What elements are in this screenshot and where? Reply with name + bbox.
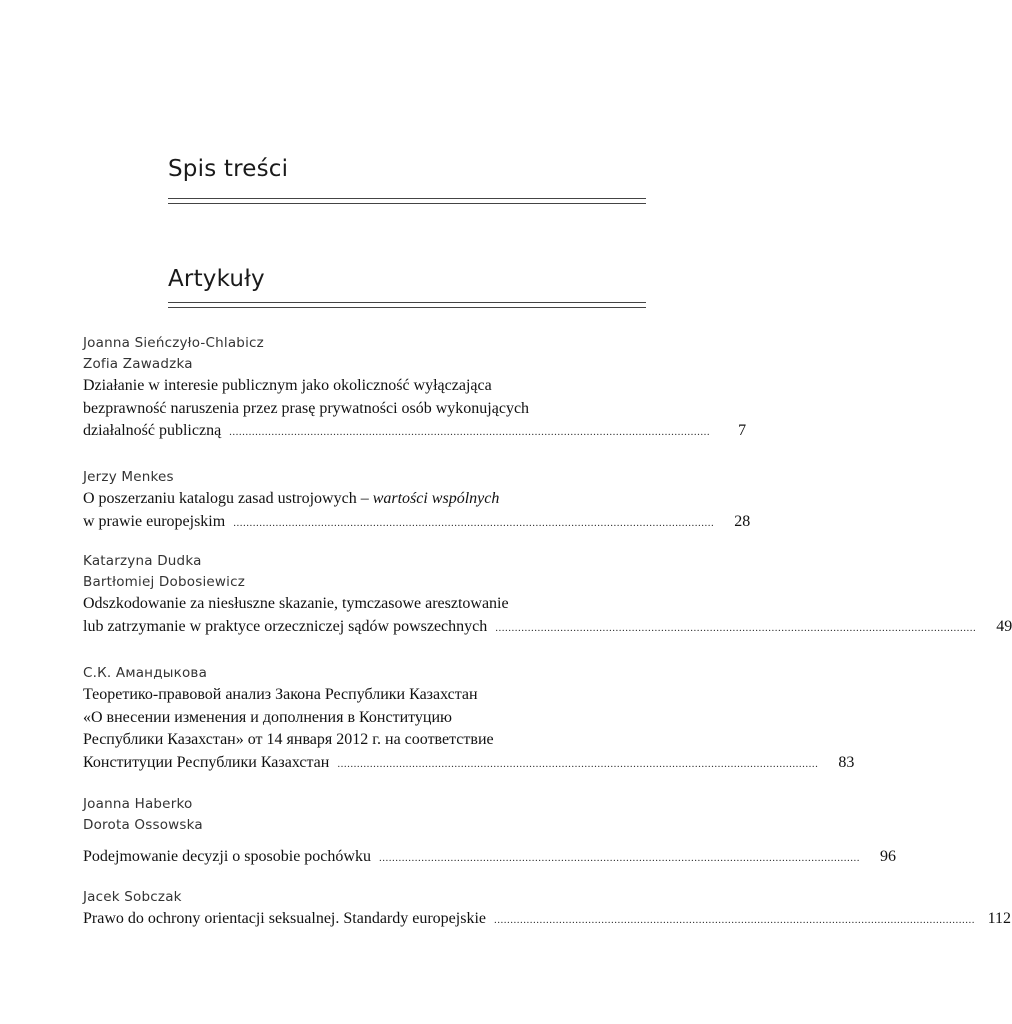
article-title-text: O poszerzaniu katalogu zasad ustrojowych – bbox=[83, 490, 373, 507]
author-name: Bartłomiej Dobosiewicz bbox=[83, 574, 245, 590]
author-name: Jacek Sobczak bbox=[83, 889, 182, 905]
toc-entry[interactable] bbox=[83, 467, 751, 533]
dot-leader: .................................................................................................................................................... bbox=[494, 914, 975, 926]
page-number[interactable]: 7 bbox=[738, 422, 747, 439]
article-title-line: Теоретико-правовой анализ Закона Республики Казахстан bbox=[83, 686, 478, 703]
dot-leader: .................................................................................................................................................... bbox=[495, 621, 977, 634]
article-title-last-line bbox=[83, 420, 747, 443]
article-title-line: «О внесении изменения и дополнения в Конституцию bbox=[83, 708, 452, 726]
page-number[interactable]: 28 bbox=[734, 512, 751, 530]
dot-leader: .................................................................................................................................................... bbox=[337, 757, 819, 770]
article-title-line: Республики Казахстан» от 14 января 2012 г. на соответствие bbox=[83, 731, 494, 748]
article-title-last-line bbox=[83, 846, 896, 869]
author-name: Joanna Haberko bbox=[83, 796, 193, 812]
author-name: С.К. Амандыкова bbox=[83, 665, 208, 681]
dot-leader: .................................................................................................................................................... bbox=[233, 516, 715, 529]
article-title-last-line bbox=[83, 511, 751, 534]
toc-heading-rule bbox=[168, 198, 646, 204]
article-title-line: Działanie w interesie publicznym jako okoliczność wyłączająca bbox=[83, 377, 492, 394]
toc-entry[interactable] bbox=[83, 551, 1012, 638]
toc-entry[interactable] bbox=[83, 794, 896, 869]
article-title-line: bezprawność naruszenia przez prasę prywatności osób wykonujących bbox=[83, 399, 530, 417]
toc-entry[interactable] bbox=[83, 663, 855, 774]
author-name: Joanna Sieńczyło-Chlabicz bbox=[83, 335, 264, 351]
article-title-line: Odszkodowanie za niesłuszne skazanie, tymczasowe aresztowanie bbox=[83, 595, 509, 612]
article-title-last-line bbox=[83, 908, 1011, 931]
article-title-text: w prawie europejskim bbox=[83, 512, 226, 530]
article-title-text: Конституции Республики Казахстан bbox=[83, 753, 330, 771]
section-heading: Artykuły bbox=[168, 266, 265, 292]
article-title-italic: wartości wspólnych bbox=[372, 490, 500, 507]
dot-leader: .................................................................................................................................................... bbox=[229, 426, 711, 438]
section-heading-rule bbox=[168, 302, 646, 308]
article-title-text: działalność publiczną bbox=[83, 422, 222, 439]
toc-heading: Spis treści bbox=[168, 156, 289, 182]
page-number[interactable]: 112 bbox=[987, 910, 1011, 927]
author-name: Jerzy Menkes bbox=[83, 469, 174, 485]
article-title-last-line bbox=[83, 616, 1012, 639]
article-title-text: lub zatrzymanie w praktyce orzeczniczej sądów powszechnych bbox=[83, 617, 488, 635]
article-title-last-line bbox=[83, 752, 855, 775]
author-name: Katarzyna Dudka bbox=[83, 553, 202, 569]
page-number[interactable]: 83 bbox=[838, 753, 855, 771]
toc-entry[interactable] bbox=[83, 887, 1011, 931]
author-name: Dorota Ossowska bbox=[83, 817, 203, 833]
dot-leader: .................................................................................................................................................... bbox=[378, 852, 860, 864]
article-title-text: Podejmowanie decyzji o sposobie pochówku bbox=[83, 848, 371, 865]
article-title-text: Prawo do ochrony orientacji seksualnej. Standardy europejskie bbox=[83, 910, 486, 927]
page-number[interactable]: 96 bbox=[879, 848, 896, 865]
toc-entry[interactable] bbox=[83, 333, 747, 443]
author-name: Zofia Zawadzka bbox=[83, 356, 193, 372]
article-title-line bbox=[83, 488, 646, 511]
page-number[interactable]: 49 bbox=[996, 617, 1012, 635]
